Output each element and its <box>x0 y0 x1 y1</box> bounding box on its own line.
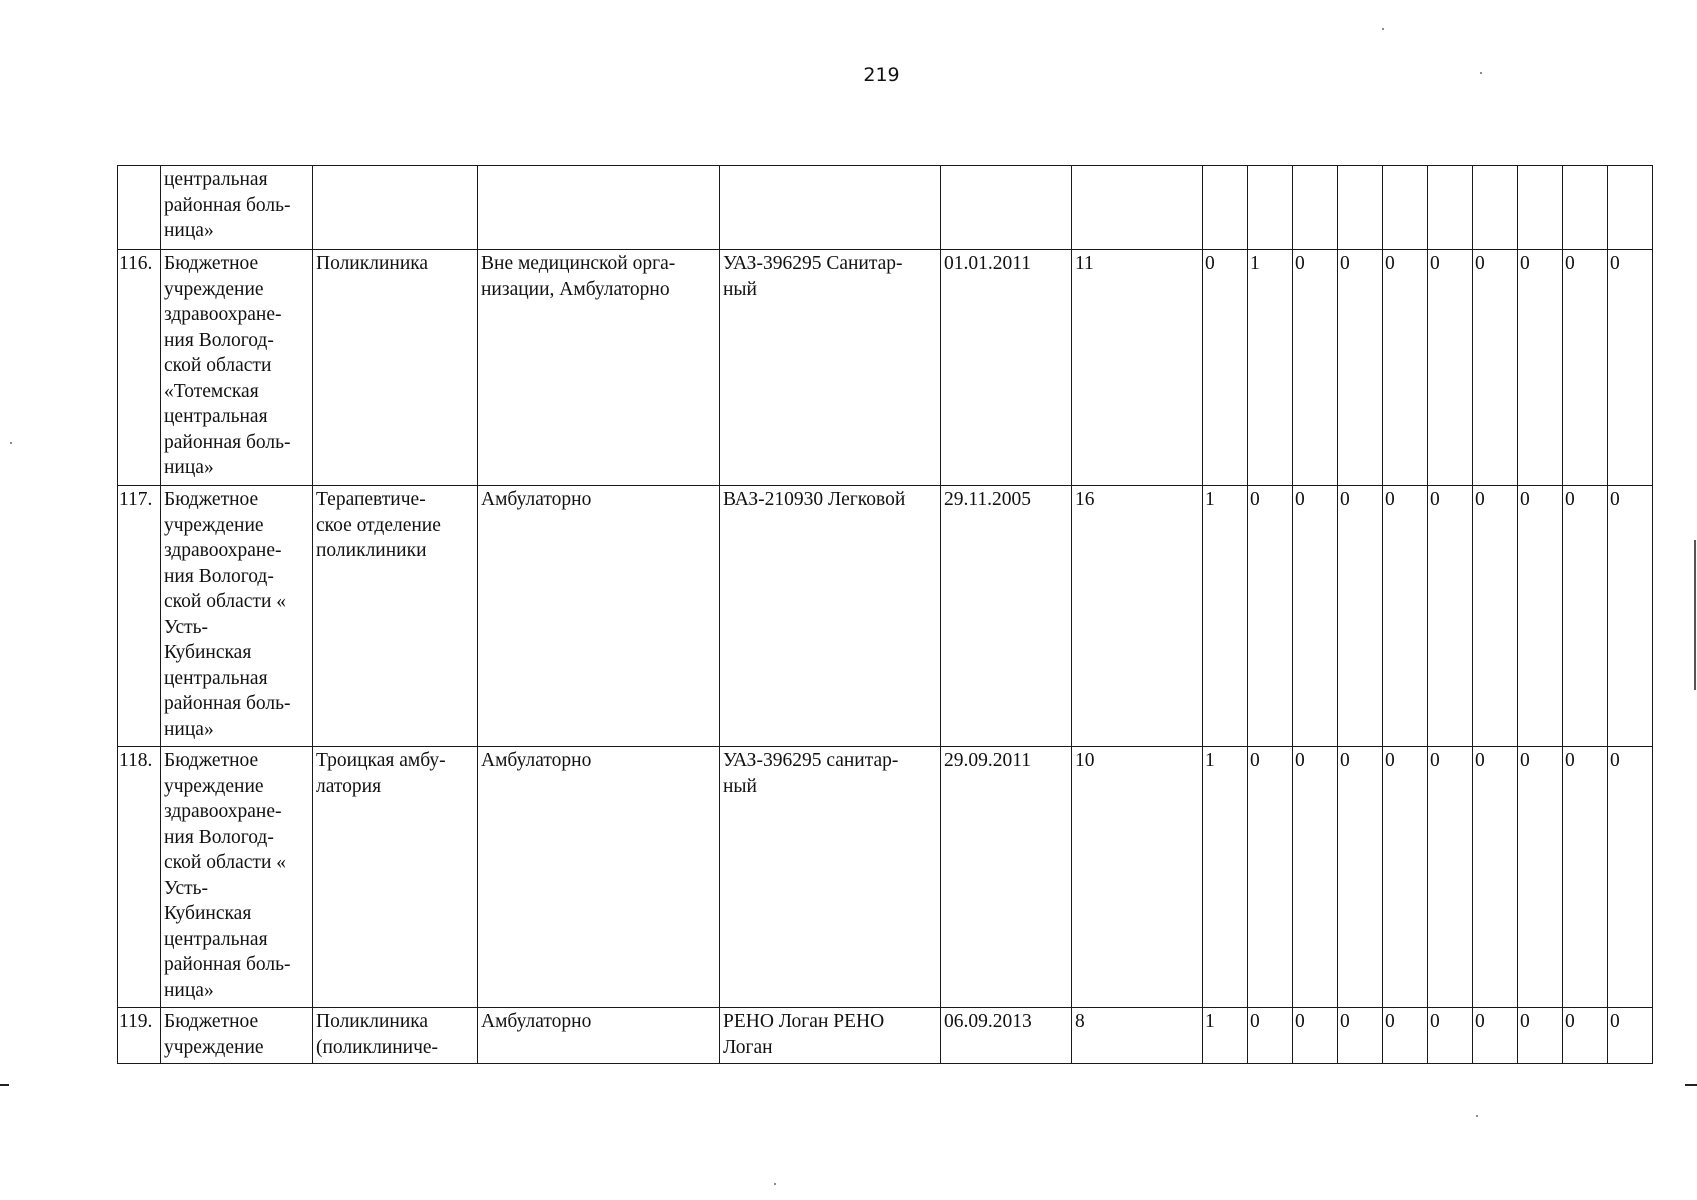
flag-cell: 0 <box>1428 486 1473 747</box>
flag-cell <box>1248 166 1293 250</box>
flag-cell: 1 <box>1203 486 1248 747</box>
flag-cell: 1 <box>1248 250 1293 486</box>
vehicle-register-table <box>117 165 1653 1064</box>
date-cell: 06.09.2013 <box>941 1008 1072 1064</box>
flag-cell: 0 <box>1338 250 1383 486</box>
flag-cell: 0 <box>1563 1008 1608 1064</box>
flag-cell: 0 <box>1383 747 1428 1008</box>
flag-cell: 0 <box>1383 250 1428 486</box>
flag-cell <box>1383 166 1428 250</box>
unit-cell: Поликлиника (поликлиниче- <box>313 1008 478 1064</box>
table-row <box>118 1008 1653 1064</box>
page-number: 219 <box>863 64 900 86</box>
vehicle-cell: УАЗ-396295 санитар- ный <box>720 747 941 1008</box>
scan-speck <box>1382 28 1384 30</box>
scan-speck <box>10 442 12 444</box>
flag-cell: 0 <box>1338 486 1383 747</box>
flag-cell <box>1518 166 1563 250</box>
flag-cell: 0 <box>1608 250 1653 486</box>
organization-cell: Бюджетное учреждение <box>161 1008 313 1064</box>
date-cell: 29.11.2005 <box>941 486 1072 747</box>
place-cell: Амбулаторно <box>478 747 720 1008</box>
flag-cell: 0 <box>1248 747 1293 1008</box>
unit-cell <box>313 166 478 250</box>
flag-cell: 0 <box>1203 250 1248 486</box>
flag-cell: 0 <box>1428 250 1473 486</box>
flag-cell: 0 <box>1473 486 1518 747</box>
flag-cell: 0 <box>1473 250 1518 486</box>
organization-cell: Бюджетное учреждение здравоохране- ния Вологод- ской области « Усть- Кубинская центральная районная боль- ница» <box>161 486 313 747</box>
organization-cell: центральная районная боль- ница» <box>161 166 313 250</box>
flag-cell <box>1203 166 1248 250</box>
table-row <box>118 486 1653 747</box>
years-cell: 8 <box>1072 1008 1203 1064</box>
vehicle-cell: УАЗ-396295 Санитар- ный <box>720 250 941 486</box>
flag-cell: 0 <box>1293 1008 1338 1064</box>
place-cell <box>478 166 720 250</box>
flag-cell <box>1608 166 1653 250</box>
flag-cell <box>1563 166 1608 250</box>
flag-cell: 0 <box>1473 1008 1518 1064</box>
table-row <box>118 250 1653 486</box>
row-number: 116. <box>118 250 161 486</box>
flag-cell: 1 <box>1203 747 1248 1008</box>
vehicle-cell: РЕНО Логан РЕНО Логан <box>720 1008 941 1064</box>
flag-cell: 0 <box>1248 486 1293 747</box>
scan-mark <box>1685 1084 1697 1086</box>
flag-cell: 0 <box>1248 1008 1293 1064</box>
scan-mark <box>0 1084 9 1086</box>
unit-cell: Троицкая амбу- латория <box>313 747 478 1008</box>
flag-cell <box>1428 166 1473 250</box>
flag-cell: 0 <box>1428 1008 1473 1064</box>
place-cell: Вне медицинской орга- низации, Амбулаторно <box>478 250 720 486</box>
years-cell: 11 <box>1072 250 1203 486</box>
date-cell: 29.09.2011 <box>941 747 1072 1008</box>
flag-cell: 0 <box>1563 747 1608 1008</box>
flag-cell: 0 <box>1563 250 1608 486</box>
row-number: 119. <box>118 1008 161 1064</box>
flag-cell: 0 <box>1428 747 1473 1008</box>
row-number: 117. <box>118 486 161 747</box>
flag-cell: 0 <box>1518 747 1563 1008</box>
flag-cell: 0 <box>1608 747 1653 1008</box>
scan-speck <box>1480 72 1482 74</box>
scan-mark <box>1694 540 1696 690</box>
place-cell: Амбулаторно <box>478 1008 720 1064</box>
flag-cell: 0 <box>1608 486 1653 747</box>
unit-cell: Терапевтиче- ское отделение поликлиники <box>313 486 478 747</box>
flag-cell <box>1338 166 1383 250</box>
flag-cell: 0 <box>1338 1008 1383 1064</box>
date-cell <box>941 166 1072 250</box>
vehicle-cell: ВАЗ-210930 Легковой <box>720 486 941 747</box>
table-row <box>118 166 1653 250</box>
flag-cell: 0 <box>1383 486 1428 747</box>
years-cell: 10 <box>1072 747 1203 1008</box>
years-cell: 16 <box>1072 486 1203 747</box>
flag-cell: 0 <box>1563 486 1608 747</box>
flag-cell: 0 <box>1293 250 1338 486</box>
years-cell <box>1072 166 1203 250</box>
flag-cell: 0 <box>1518 1008 1563 1064</box>
row-number: 118. <box>118 747 161 1008</box>
flag-cell: 0 <box>1383 1008 1428 1064</box>
flag-cell: 0 <box>1473 747 1518 1008</box>
organization-cell: Бюджетное учреждение здравоохране- ния Вологод- ской области « Усть- Кубинская центральная районная боль- ница» <box>161 747 313 1008</box>
scan-speck <box>1476 1115 1478 1117</box>
flag-cell: 0 <box>1608 1008 1653 1064</box>
flag-cell: 0 <box>1293 747 1338 1008</box>
flag-cell <box>1293 166 1338 250</box>
date-cell: 01.01.2011 <box>941 250 1072 486</box>
table-row <box>118 747 1653 1008</box>
flag-cell: 0 <box>1518 486 1563 747</box>
vehicle-cell <box>720 166 941 250</box>
unit-cell: Поликлиника <box>313 250 478 486</box>
flag-cell: 1 <box>1203 1008 1248 1064</box>
flag-cell <box>1473 166 1518 250</box>
place-cell: Амбулаторно <box>478 486 720 747</box>
row-number <box>118 166 161 250</box>
flag-cell: 0 <box>1293 486 1338 747</box>
flag-cell: 0 <box>1518 250 1563 486</box>
flag-cell: 0 <box>1338 747 1383 1008</box>
scan-speck <box>774 1183 776 1185</box>
organization-cell: Бюджетное учреждение здравоохране- ния Вологод- ской области «Тотемская центральная районная боль- ница» <box>161 250 313 486</box>
